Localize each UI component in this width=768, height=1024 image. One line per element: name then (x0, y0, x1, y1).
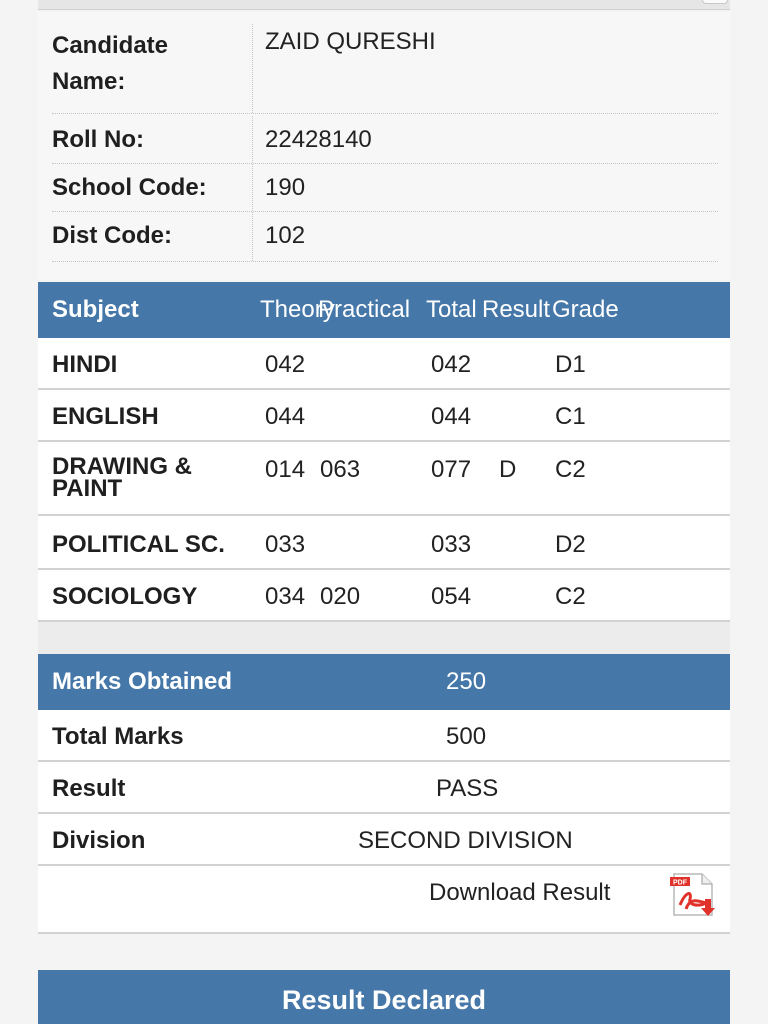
result-value: PASS (436, 775, 499, 802)
candidate-info-card (38, 12, 730, 280)
grade: C2 (555, 583, 586, 610)
header-subject: Subject (52, 296, 139, 323)
result-row (38, 762, 730, 814)
roll-no-label: Roll No: (52, 126, 144, 153)
pdf-file-icon[interactable] (668, 871, 722, 919)
subject-name: POLITICAL SC. (52, 531, 225, 558)
marks-obtained-label: Marks Obtained (52, 668, 233, 695)
total-marks: 033 (431, 531, 472, 558)
top-corner-element (702, 0, 728, 4)
table-row (38, 338, 730, 390)
table-row (38, 570, 730, 622)
grade: C2 (555, 456, 586, 483)
top-bar (38, 0, 730, 10)
roll-no-value: 22428140 (252, 116, 372, 163)
dist-code-row (52, 212, 718, 262)
table-row (38, 516, 730, 570)
division-value: SECOND DIVISION (358, 827, 573, 854)
total-marks-label: Total Marks (52, 723, 184, 750)
subject-name: HINDI (52, 351, 118, 378)
pdf-badge-text: PDF (673, 879, 687, 887)
header-total: Total (426, 296, 477, 323)
division-row (38, 814, 730, 866)
theory-marks: 042 (265, 351, 306, 378)
candidate-name-label-line1: Candidate (52, 32, 169, 59)
total-marks-value: 500 (446, 723, 487, 750)
header-practical: Practical (318, 296, 411, 323)
table-row (38, 442, 730, 516)
dist-code-value: 102 (252, 212, 305, 261)
table-row (38, 390, 730, 442)
subject-result: D (499, 456, 517, 483)
school-code-label: School Code: (52, 174, 207, 201)
total-marks: 042 (431, 351, 472, 378)
total-marks: 044 (431, 403, 472, 430)
roll-no-row (52, 116, 718, 164)
subject-name-line1: DRAWING & (52, 453, 192, 480)
subject-name-line2: PAINT (52, 475, 123, 502)
candidate-name-row (52, 24, 718, 114)
theory-marks: 044 (265, 403, 306, 430)
subject-name: ENGLISH (52, 403, 159, 430)
total-marks: 054 (431, 583, 472, 610)
total-marks-row (38, 710, 730, 762)
marks-obtained-value: 250 (446, 668, 487, 695)
theory-marks: 034 (265, 583, 306, 610)
grade: C1 (555, 403, 586, 430)
theory-marks: 014 (265, 456, 306, 483)
dist-code-label: Dist Code: (52, 222, 172, 249)
header-theory: Theory (260, 296, 335, 323)
header-grade: Grade (552, 296, 619, 323)
candidate-name-label-line2: Name: (52, 68, 126, 95)
school-code-value: 190 (252, 164, 305, 211)
candidate-name-value (252, 24, 436, 113)
division-label: Division (52, 827, 146, 854)
total-marks: 077 (431, 456, 472, 483)
section-gap (38, 622, 730, 654)
marks-table-header (38, 282, 730, 338)
theory-marks: 033 (265, 531, 306, 558)
download-result-link[interactable]: Download Result (429, 879, 611, 906)
result-label: Result (52, 775, 126, 802)
result-declared-banner: Result Declared (38, 970, 730, 1024)
subject-name: SOCIOLOGY (52, 583, 198, 610)
school-code-row (52, 164, 718, 212)
grade: D2 (555, 531, 586, 558)
grade: D1 (555, 351, 586, 378)
practical-marks: 020 (320, 583, 361, 610)
marks-obtained-row (38, 654, 730, 710)
download-row (38, 866, 730, 934)
practical-marks: 063 (320, 456, 361, 483)
candidate-name-text: ZAID QURESHI (265, 28, 436, 55)
header-result: Result (482, 296, 551, 323)
